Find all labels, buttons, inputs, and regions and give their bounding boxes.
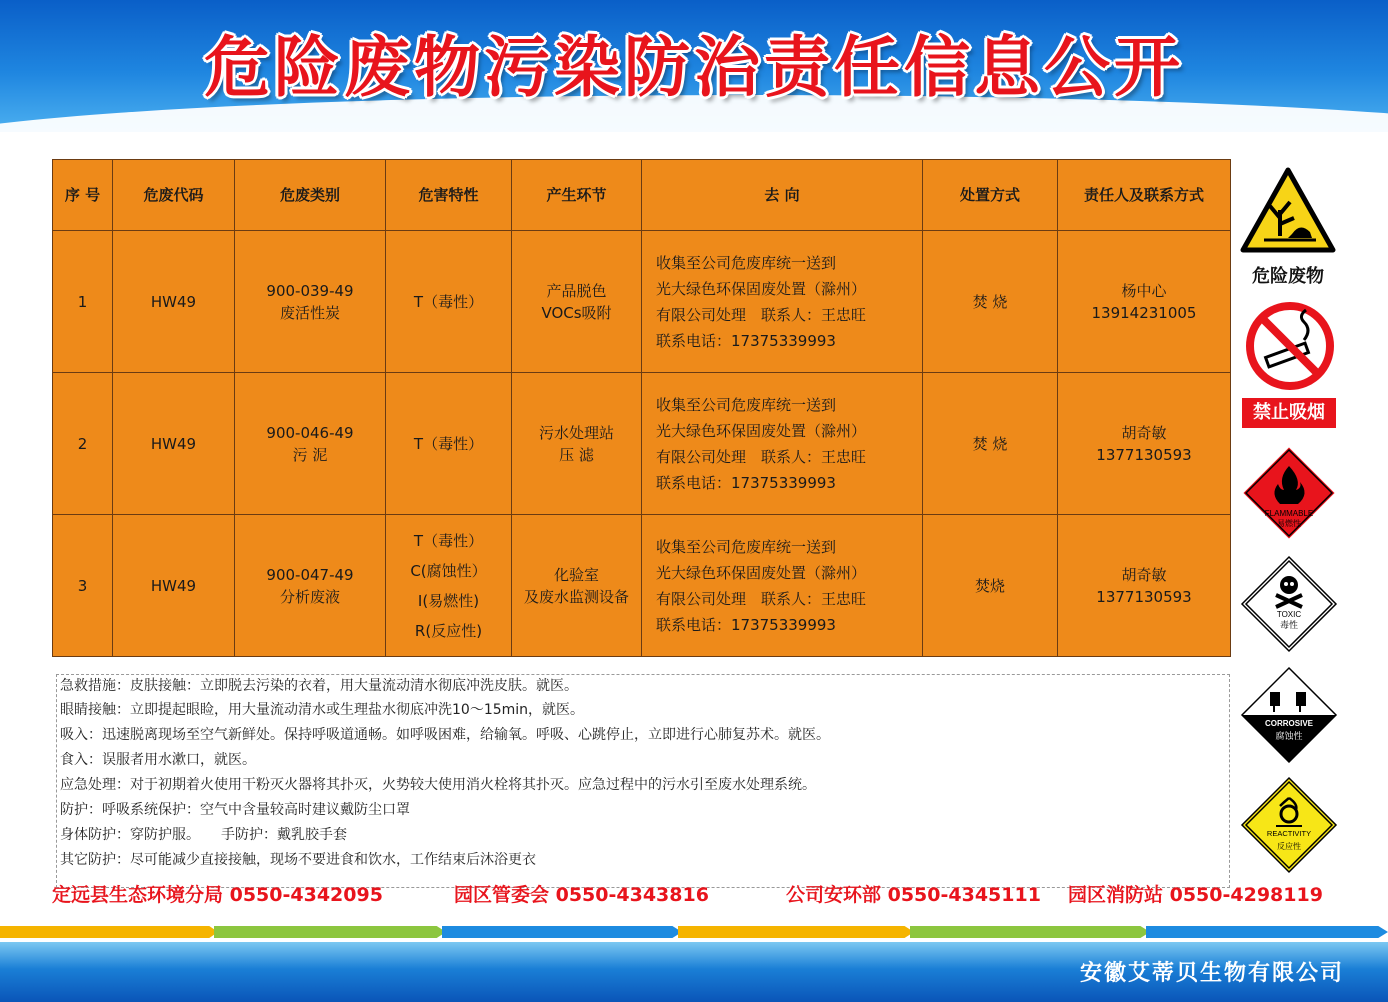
dest-line: 收集至公司危废库统一送到 xyxy=(656,253,837,272)
row-method: 焚 烧 xyxy=(923,373,1058,515)
person-name: 杨中心 xyxy=(1121,281,1167,300)
hazardous-waste-label: 危险废物 xyxy=(1252,266,1324,287)
table-row xyxy=(53,373,1231,515)
row-hazard xyxy=(386,515,512,657)
hazard-item: T（毒性） xyxy=(413,292,484,311)
note-line: 吸入：迅速脱离现场至空气新鲜处。保持呼吸道通畅。如呼吸困难，给输氧。呼吸、心跳停止，立即进行心肺复苏术。就医。 xyxy=(60,727,830,743)
emergency-contacts xyxy=(52,880,1382,910)
dest-line: 联系电话：17375339993 xyxy=(656,331,836,350)
header-destination: 去 向 xyxy=(642,160,923,231)
dest-line: 光大绿色环保固废处置（滁州） xyxy=(656,563,867,582)
header-category: 危废类别 xyxy=(235,160,386,231)
row-category xyxy=(235,231,386,373)
hazardous-waste-icon xyxy=(1240,166,1336,254)
row-person xyxy=(1058,373,1231,515)
row-category xyxy=(235,373,386,515)
toxic-en-text: TOXIC xyxy=(1276,610,1302,619)
row-method: 焚烧 xyxy=(923,515,1058,657)
no-smoking-icon xyxy=(1242,300,1338,392)
note-line: 应急处理：对于初期着火使用干粉灭火器将其扑灭，火势较大使用消火栓将其扑灭。应急过程中的污水引至废水处理系统。 xyxy=(60,777,816,793)
reactivity-cn-text: 反应性 xyxy=(1277,842,1301,851)
category-name: 污 泥 xyxy=(292,445,328,464)
note-line: 急救措施：皮肤接触：立即脱去污染的衣着，用大量流动清水彻底冲洗皮肤。就医。 xyxy=(60,678,578,694)
category-name: 废活性炭 xyxy=(279,303,340,322)
note-line: 眼睛接触：立即提起眼睑，用大量流动清水或生理盐水彻底冲洗10～15min，就医。 xyxy=(60,702,585,718)
dest-line: 有限公司处理 联系人：王忠旺 xyxy=(656,589,867,608)
dest-line: 光大绿色环保固废处置（滁州） xyxy=(656,279,867,298)
dest-line: 光大绿色环保固废处置（滁州） xyxy=(656,421,867,440)
header-method: 处置方式 xyxy=(923,160,1058,231)
flammable-cn-text: 易燃性 xyxy=(1277,519,1301,528)
toxic-icon xyxy=(1240,555,1338,653)
header-no: 序 号 xyxy=(53,160,113,231)
toxic-cn-text: 毒性 xyxy=(1279,621,1299,631)
flammable-en-text: FLAMMABLE xyxy=(1264,509,1314,518)
corrosive-en-text: CORROSIVE xyxy=(1264,719,1314,728)
row-destination xyxy=(642,231,923,373)
contact-item: 定远县生态环境分局 0550-4342095 xyxy=(52,884,383,906)
row-no: 2 xyxy=(53,373,113,515)
contact-item: 园区消防站 0550-4298119 xyxy=(1068,884,1323,906)
company-name: 安徽艾蒂贝生物有限公司 xyxy=(1079,961,1344,986)
hazard-item: R(反应性) xyxy=(414,621,483,640)
contact-item: 公司安环部 0550-4345111 xyxy=(786,884,1041,906)
source-line: 污水处理站 xyxy=(538,423,614,442)
row-no: 1 xyxy=(53,231,113,373)
page-title: 危险废物污染防治责任信息公开 xyxy=(204,29,1184,106)
person-phone: 1377130593 xyxy=(1096,587,1192,606)
person-phone: 13914231005 xyxy=(1091,303,1197,322)
dest-line: 收集至公司危废库统一送到 xyxy=(656,395,837,414)
header-code: 危废代码 xyxy=(113,160,235,231)
row-no: 3 xyxy=(53,515,113,657)
dest-line: 联系电话：17375339993 xyxy=(656,615,836,634)
note-line: 食入：误服者用水漱口，就医。 xyxy=(60,752,256,768)
source-line: 及废水监测设备 xyxy=(523,587,629,606)
note-line: 其它防护：尽可能减少直接接触，现场不要进食和饮水，工作结束后沐浴更衣 xyxy=(60,852,536,868)
source-line: VOCs吸附 xyxy=(541,303,612,322)
table-row xyxy=(53,231,1231,373)
table-row xyxy=(53,515,1231,657)
row-category xyxy=(235,515,386,657)
row-source xyxy=(512,515,642,657)
dest-line: 有限公司处理 联系人：王忠旺 xyxy=(656,447,867,466)
corrosive-cn-text: 腐蚀性 xyxy=(1275,732,1303,742)
contact-item: 园区管委会 0550-4343816 xyxy=(454,884,709,906)
row-person xyxy=(1058,231,1231,373)
reactivity-icon xyxy=(1240,776,1338,874)
row-source xyxy=(512,373,642,515)
reactivity-en-text: REACTIVITY xyxy=(1266,829,1312,838)
header-source: 产生环节 xyxy=(512,160,642,231)
emergency-notes xyxy=(56,674,1230,888)
row-destination xyxy=(642,373,923,515)
hazard-waste-table xyxy=(52,159,1231,657)
row-destination xyxy=(642,515,923,657)
row-code: HW49 xyxy=(113,515,235,657)
source-line: 产品脱色 xyxy=(546,281,607,300)
category-code: 900-039-49 xyxy=(266,281,354,300)
header-hazard: 危害特性 xyxy=(386,160,512,231)
decorative-stripes xyxy=(0,926,1388,938)
header-person: 责任人及联系方式 xyxy=(1058,160,1231,231)
table-header-row xyxy=(53,160,1231,231)
hazard-item: C(腐蚀性） xyxy=(410,561,487,580)
category-code: 900-047-49 xyxy=(266,565,354,584)
source-line: 化验室 xyxy=(553,565,599,584)
row-method: 焚 烧 xyxy=(923,231,1058,373)
row-hazard xyxy=(386,231,512,373)
row-source xyxy=(512,231,642,373)
note-line: 防护：呼吸系统保护：空气中含量较高时建议戴防尘口罩 xyxy=(60,802,410,818)
no-smoking-label: 禁止吸烟 xyxy=(1242,398,1336,428)
person-name: 胡奇敏 xyxy=(1121,423,1167,442)
category-name: 分析废液 xyxy=(279,587,340,606)
source-line: 压 滤 xyxy=(559,445,594,464)
hazard-item: I(易燃性) xyxy=(417,591,480,610)
person-phone: 1377130593 xyxy=(1096,445,1192,464)
dest-line: 收集至公司危废库统一送到 xyxy=(656,537,837,556)
note-line: 身体防护：穿防护服。 手防护：戴乳胶手套 xyxy=(60,827,347,843)
corrosive-icon xyxy=(1240,666,1338,764)
row-hazard xyxy=(386,373,512,515)
person-name: 胡奇敏 xyxy=(1121,565,1167,584)
flammable-icon xyxy=(1240,444,1338,542)
dest-line: 联系电话：17375339993 xyxy=(656,473,836,492)
hazard-item: T（毒性） xyxy=(413,531,484,550)
row-code: HW49 xyxy=(113,373,235,515)
dest-line: 有限公司处理 联系人：王忠旺 xyxy=(656,305,867,324)
row-person xyxy=(1058,515,1231,657)
hazard-item: T（毒性） xyxy=(413,434,484,453)
category-code: 900-046-49 xyxy=(266,423,354,442)
row-code: HW49 xyxy=(113,231,235,373)
